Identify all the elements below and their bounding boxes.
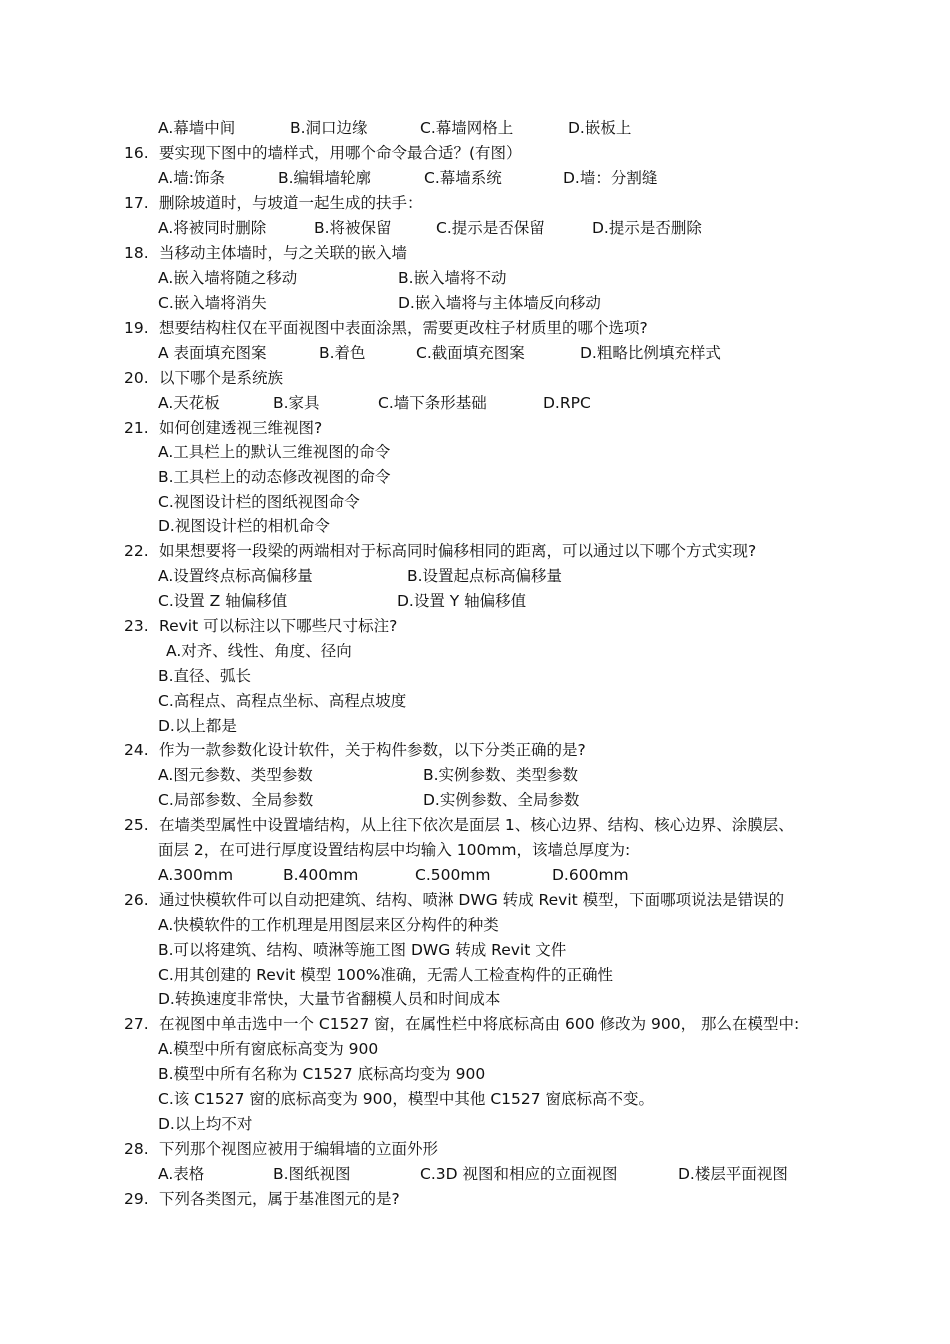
option-b: B.家具 [273,394,320,412]
question-number: 20. [124,369,149,387]
option-a: A.模型中所有窗底标高变为 900 [158,1040,379,1058]
option-b: B.着色 [319,344,366,362]
question-26 [124,890,784,910]
question-text: 以下哪个是系统族 [159,369,284,387]
question-number: 25. [124,816,149,834]
question-number: 23. [124,617,149,635]
option-b: B.可以将建筑、结构、喷淋等施工图 DWG 转成 Revit 文件 [158,941,567,959]
option-c: C.嵌入墙将消失 [158,294,267,312]
option-a: A.嵌入墙将随之移动 [158,269,298,287]
option-b: B.洞口边缘 [290,119,368,137]
option-d: D.墙：分割缝 [563,169,658,187]
question-number: 19. [124,319,149,337]
question-24 [124,740,586,760]
option-a: A.对齐、线性、角度、径向 [166,642,352,660]
option-d: D.视图设计栏的相机命令 [158,517,330,535]
question-19 [124,318,648,338]
question-text: 下列各类图元，属于基准图元的是? [159,1190,400,1208]
question-21 [124,418,322,438]
option-d: D.以上均不对 [158,1115,253,1133]
question-text: 作为一款参数化设计软件，关于构件参数，以下分类正确的是? [159,741,586,759]
question-number: 22. [124,542,149,560]
option-b: B.直径、弧长 [158,667,252,685]
option-d: D.转换速度非常快，大量节省翻模人员和时间成本 [158,990,501,1008]
question-text: 当移动主体墙时，与之关联的嵌入墙 [159,244,408,262]
question-22 [124,541,756,561]
option-c: C.该 C1527 窗的底标高变为 900，模型中其他 C1527 窗底标高不变。 [158,1090,655,1108]
option-b: B.图纸视图 [273,1165,351,1183]
question-number: 26. [124,891,149,909]
option-c: C.幕墙网格上 [420,119,514,137]
option-a: A.设置终点标高偏移量 [158,567,313,585]
option-c: C.截面填充图案 [416,344,525,362]
option-a: A 表面填充图案 [158,344,267,362]
option-d: D.以上都是 [158,717,237,735]
option-c: C.幕墙系统 [424,169,502,187]
option-d: D.设置 Y 轴偏移值 [397,592,527,610]
question-text-continued: 面层 2，在可进行厚度设置结构层中均输入 100mm，该墙总厚度为: [158,841,631,859]
option-b: B.将被保留 [314,219,392,237]
option-b: B.编辑墙轮廓 [278,169,372,187]
question-16 [124,143,522,163]
question-28 [124,1139,438,1159]
option-d: D.楼层平面视图 [678,1165,788,1183]
question-text: Revit 可以标注以下哪些尺寸标注? [159,617,398,635]
question-number: 28. [124,1140,149,1158]
option-d: D.600mm [552,866,629,884]
question-text: 如何创建透视三维视图? [159,419,323,437]
option-b: B.设置起点标高偏移量 [407,567,563,585]
option-c: C.局部参数、全局参数 [158,791,314,809]
option-b: B.工具栏上的动态修改视图的命令 [158,468,391,486]
option-d: D.提示是否删除 [592,219,702,237]
question-number: 21. [124,419,149,437]
question-text: 在视图中单击选中一个 C1527 窗，在属性栏中将底标高由 600 修改为 900， 那么在模型中: [159,1015,800,1033]
question-text: 要实现下图中的墙样式，用哪个命令最合适？(有图） [159,144,522,162]
option-c: C.设置 Z 轴偏移值 [158,592,288,610]
question-number: 24. [124,741,149,759]
option-a: A.300mm [158,866,234,884]
option-d: D.实例参数、全局参数 [423,791,580,809]
question-text: 通过快模软件可以自动把建筑、结构、喷淋 DWG 转成 Revit 模型，下面哪项说法是错误的 [159,891,785,909]
option-c: C.500mm [415,866,491,884]
option-a: A.墙:饰条 [158,169,225,187]
option-c: C.提示是否保留 [436,219,545,237]
question-29 [124,1189,400,1209]
question-17 [124,193,423,213]
question-text: 在墙类型属性中设置墙结构，从上往下依次是面层 1、核心边界、结构、核心边界、涂膜层、 [159,816,794,834]
option-a: A.幕墙中间 [158,119,236,137]
question-25 [124,815,794,835]
option-b: B.400mm [283,866,359,884]
option-c: C.墙下条形基础 [378,394,487,412]
question-number: 18. [124,244,149,262]
option-c: C.3D 视图和相应的立面视图 [420,1165,618,1183]
question-text: 想要结构柱仅在平面视图中表面涂黑，需要更改柱子材质里的哪个选项? [159,319,648,337]
option-a: A.表格 [158,1165,205,1183]
option-d: D.粗略比例填充样式 [580,344,721,362]
question-number: 29. [124,1190,149,1208]
option-b: B.实例参数、类型参数 [423,766,579,784]
question-number: 17. [124,194,149,212]
question-number: 16. [124,144,149,162]
question-text: 下列那个视图应被用于编辑墙的立面外形 [159,1140,439,1158]
option-a: A.天花板 [158,394,220,412]
question-text: 删除坡道时，与坡道一起生成的扶手： [159,194,423,212]
option-d: D.嵌板上 [568,119,632,137]
option-a: A.将被同时删除 [158,219,267,237]
option-b: B.嵌入墙将不动 [398,269,507,287]
option-c: C.用其创建的 Revit 模型 100%准确，无需人工检查构件的正确性 [158,966,614,984]
question-23 [124,616,397,636]
option-c: C.视图设计栏的图纸视图命令 [158,493,360,511]
question-20 [124,368,283,388]
question-text: 如果想要将一段梁的两端相对于标高同时偏移相同的距离，可以通过以下哪个方式实现? [159,542,757,560]
option-d: D.嵌入墙将与主体墙反向移动 [398,294,601,312]
option-d: D.RPC [543,394,591,412]
option-b: B.模型中所有名称为 C1527 底标高均变为 900 [158,1065,486,1083]
option-c: C.高程点、高程点坐标、高程点坡度 [158,692,407,710]
option-a: A.快模软件的工作机理是用图层来区分构件的种类 [158,916,499,934]
option-a: A.图元参数、类型参数 [158,766,313,784]
option-a: A.工具栏上的默认三维视图的命令 [158,443,391,461]
question-number: 27. [124,1015,149,1033]
question-27 [124,1014,799,1034]
question-18 [124,243,407,263]
